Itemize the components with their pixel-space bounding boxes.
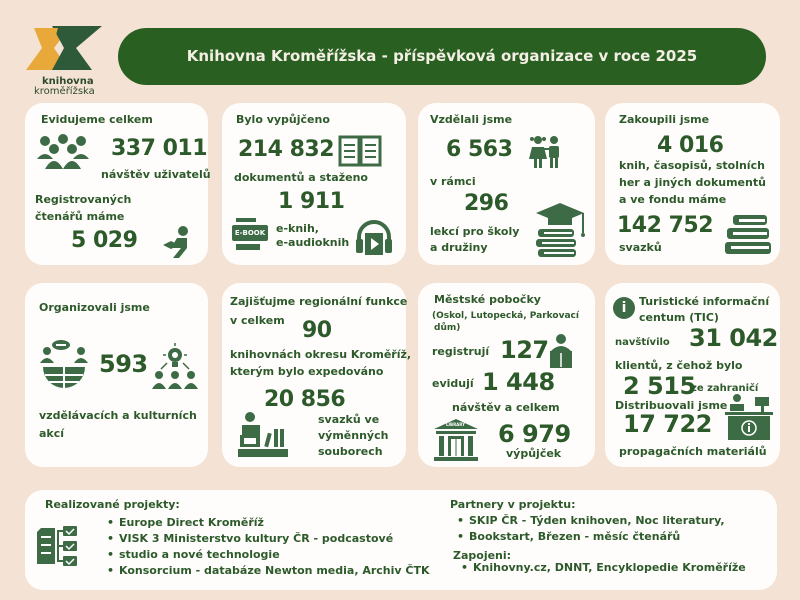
involved-title: Zapojeni: (453, 549, 512, 562)
volumes-value: 142 752 (617, 213, 714, 238)
book-stack-icon (723, 215, 773, 255)
branches-subtitle-1: (Oskol, Lutopecká, Parkovací (432, 311, 579, 321)
card-loans (222, 103, 406, 265)
lessons-value: 296 (464, 191, 509, 216)
branches-visits-label: návštěv a celkem (452, 401, 560, 414)
regional-desc-1: knihovnách okresu Kroměříž, (230, 348, 412, 361)
info-desk-icon (725, 393, 773, 441)
reading-person-icon (159, 225, 195, 261)
tic-visited-label: navštívilo (615, 337, 670, 348)
tic-title-1: Turistické informační (639, 295, 770, 308)
regional-vol-label-3: souborech (318, 445, 383, 458)
project-item: • Europe Direct Kroměříž (105, 515, 430, 531)
pupils-value: 6 563 (446, 137, 513, 162)
branches-register-label: registrují (432, 345, 490, 358)
logo-mark-icon (24, 24, 104, 74)
audiobook-headphones-icon (354, 219, 394, 257)
tic-materials-label: propagačních materiálů (619, 445, 767, 458)
ebook-icon (232, 218, 268, 252)
card-regional (222, 283, 412, 467)
librarian-desk-icon (238, 411, 292, 459)
users-visits-value: 337 011 (111, 136, 208, 161)
card-acquisitions (605, 103, 780, 265)
regional-libraries-value: 90 (302, 318, 332, 343)
logo (22, 24, 112, 99)
partners-list (455, 513, 725, 545)
users-visits-label: návštěv uživatelů (101, 168, 211, 181)
branches-visits-value: 1 448 (482, 368, 555, 396)
loans-value: 214 832 (238, 137, 335, 162)
idea-team-icon (151, 343, 199, 393)
logo-line-1: knihovna (42, 76, 94, 87)
header-banner (118, 28, 766, 85)
info-icon: i (613, 297, 635, 319)
regional-vol-label-2: výměnných (318, 429, 389, 442)
library-sign: LIBRARY (446, 422, 466, 427)
global-discussion-icon (39, 339, 89, 391)
events-label-1: vzdělávacích a kulturních (39, 409, 197, 422)
card-projects (25, 490, 777, 590)
tic-title-2: centum (TIC) (639, 311, 719, 324)
loans-title: Bylo vypůjčeno (236, 113, 330, 126)
partner-item: • SKIP ČR - Týden knihoven, Noc literatury, (455, 513, 725, 529)
tic-foreign-value: 2 515 (623, 372, 696, 400)
card-events (25, 283, 208, 467)
regional-volumes-value: 20 856 (264, 387, 346, 412)
partner-item-continuation (455, 529, 725, 545)
involved-list (459, 560, 746, 576)
open-book-icon (338, 135, 382, 169)
partner-item-continuation-text: Bookstart, Březen - měsíc čtenářů (469, 530, 681, 543)
lessons-label-1: lekcí pro školy (430, 225, 520, 238)
reader-icon (548, 333, 574, 369)
logo-line-2: kroměřížska (34, 86, 95, 97)
branches-record-label: evidují (432, 377, 474, 390)
project-item: • Konsorcium - databáze Newton media, Archiv ČTK (105, 563, 430, 579)
downloads-label-1: e-knih, (276, 222, 319, 235)
acquisitions-desc-1: knih, časopisů, stolních (619, 159, 765, 172)
tic-materials-value: 17 722 (623, 410, 712, 438)
acquisitions-desc-2: her a jiných dokumentů (619, 176, 766, 189)
education-within: v rámci (430, 175, 476, 188)
children-icon (528, 135, 564, 169)
acquisitions-desc-3: a ve fondu máme (619, 193, 727, 206)
projects-title: Realizované projekty: (45, 498, 180, 511)
card-branches (418, 283, 595, 467)
events-title: Organizovali jsme (39, 301, 150, 314)
project-item-continuation-text: studio a nové technologie (119, 548, 280, 561)
downloads-label-2: e-audioknih (276, 236, 350, 249)
checklist-icon (37, 524, 79, 568)
regional-title: Zajišťujme regionální funkce (230, 295, 408, 308)
events-label-2: akcí (39, 427, 65, 440)
partners-title: Partnery v projektu: (450, 498, 576, 511)
branches-loans-value: 6 979 (498, 420, 571, 448)
tic-clients-label: klientů, z čehož bylo (615, 359, 743, 372)
card-users (25, 103, 211, 265)
volumes-label: svazků (619, 241, 662, 254)
acquisitions-title: Zakoupili jsme (619, 113, 710, 126)
branches-loans-label: výpůjček (506, 447, 562, 460)
page-title: Knihovna Kroměřížska - příspěvková organizace v roce 2025 (186, 47, 698, 65)
regional-in-total: v celkem (230, 314, 285, 327)
tic-distributed-label: Distribuovali jsme (615, 399, 728, 412)
events-value: 593 (99, 350, 148, 378)
ebook-badge: E-BOOK (232, 225, 268, 241)
tic-clients-value: 31 042 (689, 324, 778, 352)
project-item: • VISK 3 Ministerstvo kultury ČR - podcastové (105, 531, 430, 547)
users-title: Evidujeme celkem (41, 113, 153, 126)
project-item-continuation (105, 547, 430, 563)
tic-foreign-label: ze zahraničí (691, 383, 759, 394)
people-group-icon (35, 133, 91, 171)
card-tic (605, 283, 780, 467)
involved-item: • Knihovny.cz, DNNT, Encyklopedie Kroměříže (459, 560, 746, 576)
projects-list (105, 515, 430, 579)
loans-label: dokumentů a staženo (234, 171, 368, 184)
card-education (418, 103, 595, 265)
regional-vol-label-1: svazků ve (318, 413, 380, 426)
lessons-label-2: a družiny (430, 241, 488, 254)
regional-desc-2: kterým bylo expedováno (230, 365, 384, 378)
branches-registered-value: 127 (500, 336, 549, 364)
users-registered-value: 5 029 (71, 228, 138, 253)
education-title: Vzdělali jsme (430, 113, 513, 126)
branches-subtitle-2: dům) (434, 323, 461, 333)
users-registered-label: Registrovaných čtenářů máme (35, 193, 132, 223)
graduation-books-icon (534, 201, 588, 259)
downloads-value: 1 911 (278, 189, 345, 214)
branches-title: Městské pobočky (434, 293, 541, 306)
acquired-value: 4 016 (657, 133, 724, 158)
